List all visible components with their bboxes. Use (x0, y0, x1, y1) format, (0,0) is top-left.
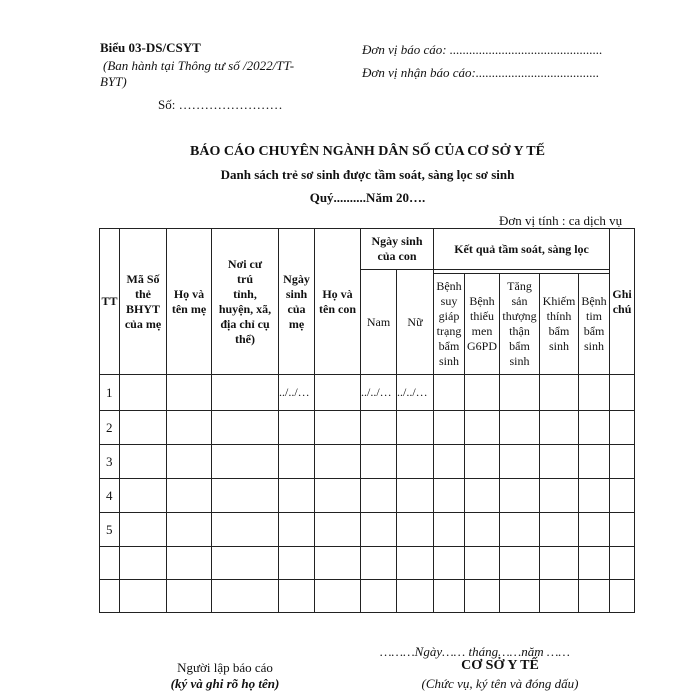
table-cell (361, 445, 397, 479)
table-cell (167, 411, 212, 445)
table-cell (434, 411, 465, 445)
table-cell (500, 445, 540, 479)
table-cell (434, 445, 465, 479)
col-header-hearing: Khiếm thính bẩm sinh (540, 274, 579, 375)
table-cell (540, 375, 579, 411)
table-cell (167, 375, 212, 411)
table-cell (120, 445, 167, 479)
issued-line-2: BYT) (100, 74, 127, 89)
table-cell (279, 547, 315, 580)
col-header-heart: Bệnh tim bẩm sinh (579, 274, 610, 375)
reporter-note: (ký và ghi rõ họ tên) (170, 676, 280, 691)
date-placeholder: ../../… (361, 375, 397, 411)
col-header-female: Nữ (397, 270, 434, 375)
col-header-mother-dob: Ngày sinh của mẹ (279, 229, 315, 375)
col-header-insurance: Mã Số thẻ BHYT của mẹ (120, 229, 167, 375)
report-number: Số: …………………… (158, 97, 283, 112)
table-cell (579, 547, 610, 580)
table-cell (610, 580, 635, 613)
table-cell (579, 580, 610, 613)
screening-table (99, 228, 635, 613)
table-cell (315, 479, 361, 513)
table-cell (212, 479, 279, 513)
table-cell (315, 445, 361, 479)
date-line: ………Ngày…… tháng……năm …… (380, 644, 570, 659)
table-cell (540, 445, 579, 479)
table-cell (397, 479, 434, 513)
table-cell (212, 375, 279, 411)
table-cell (610, 513, 635, 547)
row-number: 2 (100, 411, 120, 445)
table-cell (212, 513, 279, 547)
table-cell (120, 375, 167, 411)
table-cell (579, 411, 610, 445)
table-cell (500, 580, 540, 613)
table-cell (167, 445, 212, 479)
table-cell (315, 375, 361, 411)
table-cell (610, 547, 635, 580)
issued-line-1: (Ban hành tại Thông tư số /2022/TT- (103, 58, 295, 73)
table-cell (465, 411, 500, 445)
facility-note: (Chức vụ, ký tên và đóng dấu) (421, 676, 579, 691)
table-cell (167, 479, 212, 513)
table-cell (500, 411, 540, 445)
table-cell (397, 513, 434, 547)
table-cell (540, 479, 579, 513)
table-cell (167, 547, 212, 580)
report-title: BÁO CÁO CHUYÊN NGÀNH DÂN SỐ CỦA CƠ SỞ Y TẾ (190, 144, 545, 159)
table-cell (610, 375, 635, 411)
table-cell (279, 479, 315, 513)
table-cell (579, 513, 610, 547)
date-placeholder: ../../… (397, 375, 434, 411)
table-cell (540, 513, 579, 547)
table-cell (500, 513, 540, 547)
col-header-child-name: Họ và tên con (315, 229, 361, 375)
table-cell (279, 580, 315, 613)
table-cell (361, 479, 397, 513)
reporting-unit: Đơn vị báo cáo: ............................................... (362, 42, 603, 57)
report-period: Quý..........Năm 20…. (309, 190, 426, 205)
table-cell (610, 479, 635, 513)
table-cell (397, 547, 434, 580)
table-cell (610, 411, 635, 445)
row-number: 5 (100, 513, 120, 547)
table-cell (465, 375, 500, 411)
table-cell (361, 513, 397, 547)
table-row (100, 580, 635, 613)
table-cell (279, 513, 315, 547)
table-cell (212, 411, 279, 445)
group-header-results: Kết quả tầm soát, sàng lọc (434, 229, 610, 270)
table-cell (540, 411, 579, 445)
table-cell (465, 479, 500, 513)
table-cell (212, 580, 279, 613)
table-cell (434, 513, 465, 547)
table-cell (434, 479, 465, 513)
row-number (100, 580, 120, 613)
table-cell (500, 375, 540, 411)
table-cell (120, 547, 167, 580)
table-cell (579, 375, 610, 411)
table-cell (315, 547, 361, 580)
table-cell (167, 513, 212, 547)
table-cell (465, 547, 500, 580)
table-cell (397, 580, 434, 613)
table-cell (120, 479, 167, 513)
row-number: 1 (100, 375, 120, 411)
group-header-child-dob: Ngày sinh của con (361, 229, 434, 270)
table-cell (434, 375, 465, 411)
table-row (100, 375, 635, 411)
table-cell (167, 580, 212, 613)
table-cell (579, 445, 610, 479)
col-header-tt: TT (100, 229, 120, 375)
table-cell (540, 580, 579, 613)
table-cell (610, 445, 635, 479)
table-cell (120, 513, 167, 547)
col-header-hypothyroid: Bệnh suy giáp trạng bẩm sinh (434, 274, 465, 375)
table-cell (120, 580, 167, 613)
table-row (100, 513, 635, 547)
row-number: 4 (100, 479, 120, 513)
receiving-unit: Đơn vị nhận báo cáo:...................................... (362, 65, 600, 80)
table-cell (397, 411, 434, 445)
table-cell (279, 445, 315, 479)
table-cell (434, 547, 465, 580)
table-cell (361, 547, 397, 580)
table-cell (500, 547, 540, 580)
table-cell (397, 445, 434, 479)
reporter-label: Người lập báo cáo (177, 660, 273, 675)
unit-of-measure: Đơn vị tính : ca dịch vụ (499, 213, 623, 228)
col-header-adrenal: Tăng sản thượng thận bẩm sinh (500, 274, 540, 375)
table-cell (212, 547, 279, 580)
table-cell (465, 513, 500, 547)
table-row (100, 547, 635, 580)
table-cell (500, 479, 540, 513)
table-cell (579, 479, 610, 513)
table-cell (465, 580, 500, 613)
date-placeholder: ../../… (279, 375, 315, 411)
table-row (100, 411, 635, 445)
form-code: Biểu 03-DS/CSYT (100, 40, 201, 55)
table-cell (465, 445, 500, 479)
table-row (100, 479, 635, 513)
table-cell (315, 411, 361, 445)
table-cell (315, 580, 361, 613)
table-cell (120, 411, 167, 445)
table-cell (279, 411, 315, 445)
col-header-male: Nam (361, 270, 397, 375)
col-header-mother-name: Họ và tên mẹ (167, 229, 212, 375)
table-cell (212, 445, 279, 479)
table-cell (361, 411, 397, 445)
table-cell (361, 580, 397, 613)
table-cell (540, 547, 579, 580)
facility-label: CƠ SỞ Y TẾ (461, 658, 539, 673)
col-header-residence: Nơi cư trú tỉnh, huyện, xã, địa chỉ cụ thể) (212, 229, 279, 375)
report-subtitle: Danh sách trẻ sơ sinh được tầm soát, sàng lọc sơ sinh (220, 167, 515, 182)
col-header-g6pd: Bệnh thiếu men G6PD (465, 274, 500, 375)
row-number: 3 (100, 445, 120, 479)
col-header-note: Ghi chú (610, 229, 635, 375)
table-cell (434, 580, 465, 613)
table-cell (315, 513, 361, 547)
table-row (100, 445, 635, 479)
row-number (100, 547, 120, 580)
